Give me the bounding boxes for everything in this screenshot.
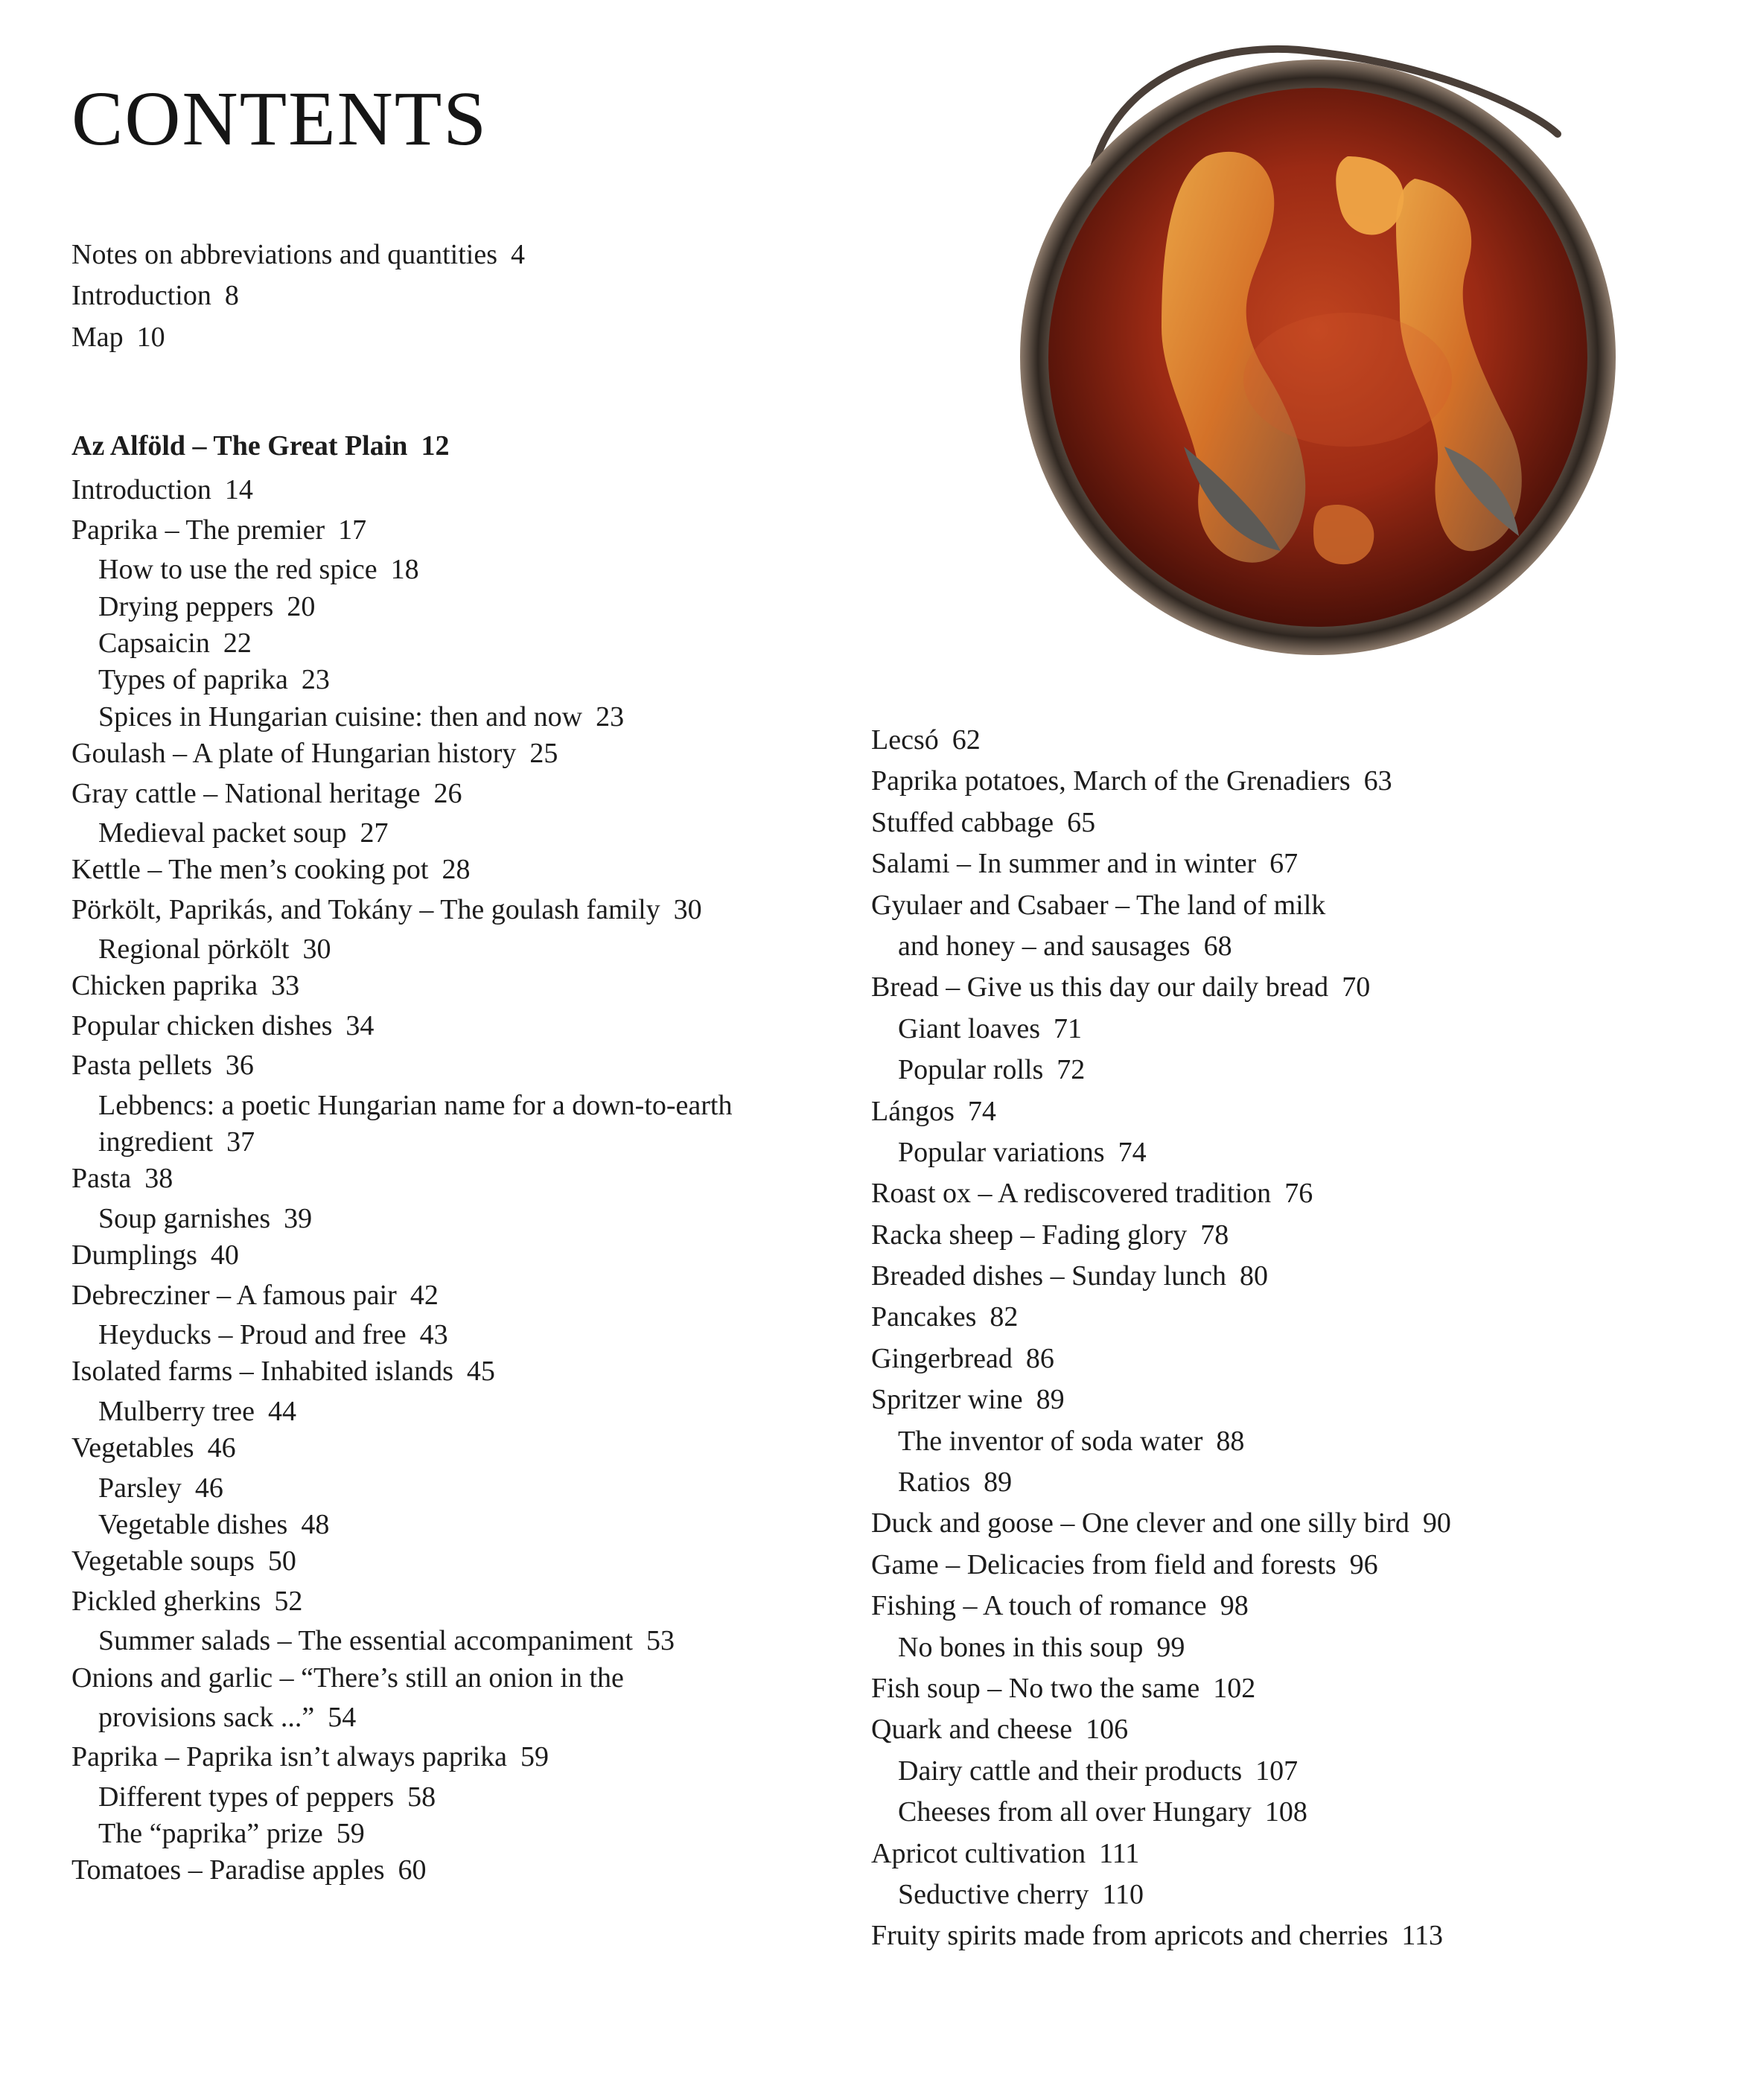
entry-label: Seductive cherry (898, 1878, 1089, 1910)
toc-subentry[interactable] (71, 1779, 816, 1816)
entry-label: No bones in this soup (898, 1631, 1144, 1663)
toc-subentry[interactable] (871, 1794, 1690, 1831)
entry-label: Mulberry tree (98, 1395, 255, 1427)
entry-label: Gray cattle – National heritage (71, 777, 421, 809)
entry-label: Notes on abbreviations and quantities (71, 239, 497, 270)
page-number: 88 (1216, 1425, 1245, 1457)
toc-entry[interactable] (871, 1382, 1690, 1418)
entry-label: Debrecziner – A famous pair (71, 1279, 397, 1311)
page-number: 74 (967, 1095, 996, 1127)
page-number: 4 (511, 239, 525, 270)
toc-entry[interactable] (871, 1341, 1690, 1377)
entry-label: Fishing – A touch of romance (871, 1590, 1207, 1622)
page-number: 53 (646, 1625, 675, 1657)
entry-label: Medieval packet soup (98, 817, 347, 849)
toc-left-column (71, 428, 816, 1892)
entry-label: The “paprika” prize (98, 1818, 323, 1850)
page-number: 98 (1220, 1590, 1249, 1622)
page-number: 58 (407, 1781, 436, 1813)
entry-label: Racka sheep – Fading glory (871, 1219, 1188, 1251)
toc-entry[interactable] (71, 892, 816, 928)
page-number: 106 (1086, 1714, 1129, 1746)
toc-entry[interactable] (871, 1299, 1690, 1335)
toc-subentry[interactable] (71, 1816, 816, 1852)
entry-label: Tomatoes – Paradise apples (71, 1854, 385, 1886)
entry-label: Summer salads – The essential accompaniment (98, 1625, 633, 1657)
entry-label: provisions sack ...” (98, 1701, 315, 1733)
toc-entry[interactable] (871, 763, 1690, 800)
page-number: 65 (1067, 806, 1096, 838)
entry-label: Paprika – The premier (71, 514, 325, 546)
entry-label: Spritzer wine (871, 1384, 1023, 1416)
page-number: 110 (1102, 1878, 1144, 1910)
entry-label: Soup garnishes (98, 1202, 271, 1234)
entry-label: Paprika potatoes, March of the Grenadiers (871, 765, 1351, 797)
page-number: 102 (1213, 1672, 1256, 1704)
entry-label: Popular rolls (898, 1054, 1044, 1086)
entry-label: Pörkölt, Paprikás, and Tokány – The goulash family (71, 893, 660, 925)
page-number: 26 (433, 777, 462, 809)
toc-subentry[interactable] (71, 815, 816, 852)
toc-right-column (871, 722, 1690, 1959)
entry-label: Apricot cultivation (871, 1837, 1086, 1869)
page-number: 67 (1269, 848, 1299, 880)
entry-label: Onions and garlic – “There’s still an onion in the (71, 1662, 624, 1694)
page-number: 8 (224, 280, 239, 312)
entry-label: Different types of peppers (98, 1781, 395, 1813)
page-number: 113 (1401, 1920, 1443, 1952)
toc-entry[interactable] (871, 1258, 1690, 1295)
page-number: 62 (952, 724, 981, 756)
toc-entry[interactable] (871, 887, 1690, 924)
toc-subentry[interactable] (871, 1134, 1690, 1171)
page-number: 46 (207, 1432, 236, 1464)
toc-subentry[interactable] (871, 1753, 1690, 1790)
page-number: 86 (1025, 1342, 1054, 1374)
entry-label: Heyducks – Proud and free (98, 1318, 407, 1350)
entry-label: ingredient (98, 1126, 214, 1158)
toc-entry[interactable] (871, 1217, 1690, 1254)
entry-label: Gingerbread (871, 1342, 1013, 1374)
entry-label: Quark and cheese (871, 1714, 1073, 1746)
entry-label: Giant loaves (898, 1012, 1041, 1044)
entry-label: Capsaicin (98, 627, 210, 659)
page-number: 52 (274, 1585, 303, 1617)
page-number: 40 (210, 1239, 239, 1271)
page-number: 63 (1363, 765, 1392, 797)
page-number: 96 (1349, 1548, 1378, 1580)
entry-label: Pickled gherkins (71, 1585, 261, 1617)
toc-entry[interactable] (71, 852, 816, 888)
toc-subentry[interactable] (71, 1507, 816, 1543)
page-number: 46 (194, 1472, 223, 1504)
entry-label: Bread – Give us this day our daily bread (871, 971, 1329, 1003)
toc-entry[interactable] (71, 1739, 816, 1775)
entry-label: Roast ox – A rediscovered tradition (871, 1178, 1272, 1210)
toc-entry[interactable] (71, 735, 816, 772)
toc-entry[interactable] (71, 1047, 816, 1084)
toc-entry[interactable] (71, 1543, 816, 1580)
entry-label: Map (71, 321, 124, 353)
toc-entry[interactable] (871, 1836, 1690, 1872)
entry-label: Pasta pellets (71, 1050, 212, 1082)
toc-subentry[interactable] (871, 1877, 1690, 1913)
entry-label: Popular variations (898, 1136, 1105, 1168)
entry-label: Isolated farms – Inhabited islands (71, 1356, 453, 1388)
page-number: 68 (1203, 930, 1232, 962)
entry-label: Vegetable soups (71, 1545, 255, 1577)
page-number: 14 (224, 474, 253, 506)
toc-entry[interactable] (71, 278, 786, 314)
toc-subentry[interactable] (71, 662, 816, 698)
toc-entry[interactable] (871, 1711, 1690, 1748)
entry-label: Vegetable dishes (98, 1508, 288, 1540)
toc-entry[interactable] (71, 1277, 816, 1314)
entry-label: Goulash – A plate of Hungarian history (71, 738, 517, 770)
page-number: 23 (596, 700, 625, 733)
page-number: 72 (1057, 1054, 1086, 1086)
page-number: 27 (360, 817, 389, 849)
entry-label: Paprika – Paprika isn’t always paprika (71, 1741, 507, 1773)
entry-label: Stuffed cabbage (871, 806, 1054, 838)
page-number: 30 (302, 933, 331, 966)
toc-entry[interactable] (71, 472, 816, 508)
toc-subentry[interactable] (871, 1011, 1690, 1047)
page-number: 23 (301, 664, 330, 696)
toc-subentry[interactable] (71, 1470, 816, 1507)
page-number: 76 (1284, 1178, 1313, 1210)
toc-subentry[interactable] (71, 1317, 816, 1353)
entry-label: Chicken paprika (71, 970, 258, 1002)
toc-entry[interactable] (71, 512, 816, 549)
toc-subentry-continued[interactable] (71, 1124, 816, 1161)
page-number: 70 (1342, 971, 1371, 1003)
entry-label: Duck and goose – One clever and one silly bird (871, 1507, 1409, 1539)
entry-label: Gyulaer and Csabaer – The land of milk (871, 889, 1326, 921)
entry-label: Spices in Hungarian cuisine: then and now (98, 700, 583, 733)
page-number: 33 (271, 970, 300, 1002)
toc-subentry[interactable] (71, 1088, 816, 1124)
entry-label: and honey – and sausages (898, 930, 1191, 962)
entry-label: Dairy cattle and their products (898, 1755, 1243, 1787)
entry-label: Introduction (71, 280, 211, 312)
entry-label: Breaded dishes – Sunday lunch (871, 1260, 1227, 1292)
page-number: 107 (1255, 1755, 1299, 1787)
toc-entry[interactable] (71, 319, 786, 356)
page-number: 50 (267, 1545, 296, 1577)
toc-subentry[interactable] (71, 552, 816, 588)
toc-entry[interactable] (71, 1583, 816, 1620)
entry-label: Kettle – The men’s cooking pot (71, 854, 429, 886)
entry-label: Regional pörkölt (98, 933, 290, 966)
page-number: 25 (529, 738, 558, 770)
toc-subentry[interactable] (71, 1394, 816, 1430)
page-number: 42 (410, 1279, 439, 1311)
toc-entry[interactable] (871, 805, 1690, 841)
page-number: 30 (673, 893, 702, 925)
page-number: 80 (1240, 1260, 1269, 1292)
page-number: 18 (390, 554, 419, 586)
entry-label: Lángos (871, 1095, 955, 1127)
toc-subentry[interactable] (71, 1623, 816, 1659)
entry-label: Fruity spirits made from apricots and cherries (871, 1920, 1389, 1952)
toc-entry[interactable] (871, 1175, 1690, 1212)
entry-label: Parsley (98, 1472, 182, 1504)
entry-label: Drying peppers (98, 590, 274, 622)
entry-label: How to use the red spice (98, 554, 377, 586)
toc-entry[interactable] (71, 1430, 816, 1467)
toc-entry-continued[interactable] (71, 1700, 816, 1736)
toc-subentry[interactable] (71, 1201, 816, 1237)
page-number: 34 (345, 1009, 375, 1041)
toc-entry[interactable] (71, 1852, 816, 1889)
page-number: 39 (284, 1202, 313, 1234)
page-number: 74 (1118, 1136, 1147, 1168)
entry-label: Types of paprika (98, 664, 288, 696)
toc-entry[interactable] (871, 1505, 1690, 1542)
page-number: 37 (226, 1126, 255, 1158)
toc-entry[interactable] (71, 1237, 816, 1274)
toc-entry[interactable] (71, 1008, 816, 1044)
entry-label: Fish soup – No two the same (871, 1672, 1200, 1704)
entry-label: Ratios (898, 1467, 971, 1499)
page-number: 59 (520, 1741, 549, 1773)
page-number: 48 (301, 1508, 330, 1540)
page-number: 22 (223, 627, 252, 659)
toc-subentry[interactable] (871, 1630, 1690, 1666)
page-number: 78 (1200, 1219, 1229, 1251)
toc-entry[interactable] (871, 846, 1690, 882)
toc-subentry[interactable] (71, 589, 816, 625)
toc-subentry[interactable] (871, 1423, 1690, 1460)
page-number: 71 (1054, 1012, 1083, 1044)
toc-entry[interactable] (71, 776, 816, 812)
page-number: 28 (442, 854, 471, 886)
fish-soup-kettle-photo (998, 30, 1616, 663)
page-number: 89 (984, 1467, 1013, 1499)
toc-subentry[interactable] (71, 699, 816, 735)
entry-label: Game – Delicacies from field and forests (871, 1548, 1336, 1580)
toc-entry[interactable] (871, 1918, 1690, 1954)
entry-label: Lebbencs: a poetic Hungarian name for a down-to-earth (98, 1089, 733, 1121)
page-number: 90 (1422, 1507, 1451, 1539)
toc-subentry[interactable] (71, 931, 816, 968)
toc-subentry[interactable] (871, 1464, 1690, 1501)
entry-label: Popular chicken dishes (71, 1009, 333, 1041)
page-number: 82 (990, 1301, 1019, 1333)
entry-label: Lecsó (871, 724, 939, 756)
section-heading[interactable] (71, 428, 816, 465)
page-number: 54 (328, 1701, 357, 1733)
page-number: 59 (336, 1818, 365, 1850)
page-number: 111 (1099, 1837, 1140, 1869)
page-number: 38 (144, 1163, 173, 1195)
toc-entry[interactable] (71, 968, 816, 1004)
page-number: 36 (225, 1050, 254, 1082)
entry-label: Introduction (71, 474, 211, 506)
entry-label: Dumplings (71, 1239, 197, 1271)
toc-entry[interactable] (71, 1161, 816, 1197)
entry-label: Pasta (71, 1163, 132, 1195)
toc-entry[interactable] (871, 1670, 1690, 1707)
front-matter-list (71, 237, 786, 360)
page-number: 45 (466, 1356, 495, 1388)
entry-label: Vegetables (71, 1432, 194, 1464)
page-number: 44 (267, 1395, 296, 1427)
toc-entry[interactable] (871, 969, 1690, 1006)
page-number: 89 (1036, 1384, 1065, 1416)
toc-subentry[interactable] (871, 1052, 1690, 1088)
toc-entry[interactable] (871, 722, 1690, 759)
entry-label: Az Alföld – The Great Plain (71, 430, 408, 462)
toc-entry[interactable] (71, 1353, 816, 1390)
page-number: 108 (1264, 1796, 1307, 1828)
toc-entry-continued[interactable] (871, 928, 1690, 965)
page-number: 10 (136, 321, 165, 353)
page-number: 12 (421, 430, 450, 462)
toc-entry[interactable] (871, 1588, 1690, 1624)
toc-entry[interactable] (71, 1660, 816, 1697)
toc-subentry[interactable] (71, 625, 816, 662)
toc-entry[interactable] (871, 1094, 1690, 1130)
page-title: CONTENTS (71, 76, 488, 162)
page-number: 17 (338, 514, 367, 546)
toc-entry[interactable] (71, 237, 786, 273)
entry-label: Cheeses from all over Hungary (898, 1796, 1252, 1828)
page-number: 99 (1156, 1631, 1185, 1663)
page-number: 60 (398, 1854, 427, 1886)
page-number: 43 (419, 1318, 448, 1350)
toc-entry[interactable] (871, 1547, 1690, 1583)
entry-label: Salami – In summer and in winter (871, 848, 1257, 880)
entry-label: Pancakes (871, 1301, 977, 1333)
page-number: 20 (287, 590, 316, 622)
entry-label: The inventor of soda water (898, 1425, 1203, 1457)
